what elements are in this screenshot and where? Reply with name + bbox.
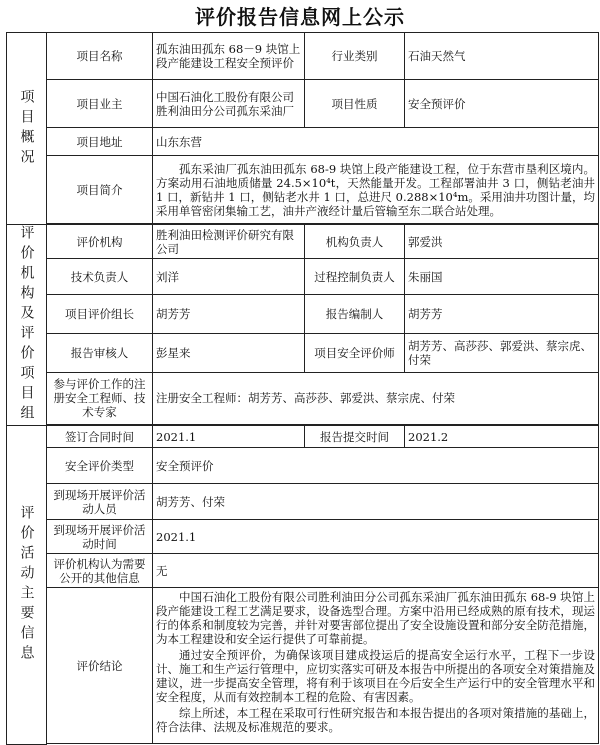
conclusion-paragraph-3: 综上所述，本工程在采取可行性研究报告和本报告提出的各项对策措施的基础上，符合法律、法规及标准规范的要求。 — [156, 706, 595, 734]
section-activity-label: 评价活动主要信息 — [7, 426, 47, 745]
report-reviewer-label: 报告审核人 — [47, 334, 153, 373]
tech-lead-label: 技术负责人 — [47, 259, 153, 295]
project-nature-label: 项目性质 — [305, 80, 405, 128]
process-lead-label: 过程控制负责人 — [305, 259, 405, 295]
industry-label: 行业类别 — [305, 33, 405, 80]
report-writer-label: 报告编制人 — [305, 295, 405, 334]
contract-date-value: 2021.1 — [153, 426, 305, 448]
field-time-label: 到现场开展评价活动时间 — [47, 520, 153, 554]
conclusion-value — [153, 588, 599, 744]
eval-type-label: 安全评价类型 — [47, 448, 153, 484]
section-project-label: 项目概况 — [7, 33, 47, 225]
process-lead-value: 朱丽国 — [405, 259, 599, 295]
project-name-value: 孤东油田孤东 68－9 块馆上段产能建设工程安全预评价 — [153, 33, 305, 80]
experts-label: 参与评价工作的注册安全工程师、技术专家 — [47, 372, 153, 424]
project-intro-value: 孤东采油厂孤东油田孤东 68-9 块馆上段产能建设工程，位于东营市垦利区境内。方案动用石油地质储量 24.5×10⁴t，天然能量开发。工程部署油井 3 口，侧钻老油井 1 口，新钻井 1 口，侧钻老水井 1 口，总进尺 0.288×10⁴m。采用油井功图计量，均采用单管密闭集输工艺，油井产液经计量后管输至东二联合站处理。 — [153, 156, 599, 224]
project-owner-value: 中国石油化工股份有限公司胜利油田分公司孤东采油厂 — [153, 80, 305, 128]
team-leader-value: 胡芳芳 — [153, 295, 305, 334]
team-leader-label: 项目评价组长 — [47, 295, 153, 334]
project-owner-label: 项目业主 — [47, 80, 153, 128]
field-time-value: 2021.1 — [153, 520, 599, 554]
experts-value: 注册安全工程师：胡芳芳、高莎莎、郭爱洪、蔡宗虎、付荣 — [153, 372, 599, 424]
page-title: 评价报告信息网上公示 — [195, 5, 405, 29]
engineers-label: 项目安全评价师 — [305, 334, 405, 373]
project-address-label: 项目地址 — [47, 128, 153, 156]
other-info-label: 评价机构认为需要公开的其他信息 — [47, 554, 153, 588]
contract-date-label: 签订合同时间 — [47, 426, 153, 448]
report-reviewer-value: 彭星来 — [153, 334, 305, 373]
conclusion-paragraph-2: 通过安全预评价，为确保该项目建成投运后的提高安全运行水平，工程下一步设计、施工和生产运行管理中，应切实落实可研及本报告中所提出的各项安全对策措施及建议，进一步提高安全管理，将有利于该项目在今后安全生产运行中的安全管理水平和安全程度，从而有效控制本工程的危险、有害因素。 — [156, 648, 595, 704]
industry-value: 石油天然气 — [405, 33, 599, 80]
principal-value: 郭爱洪 — [405, 225, 599, 259]
disclosure-table — [6, 32, 599, 745]
project-intro-label: 项目简介 — [47, 156, 153, 224]
section-org-label: 评价机构及评价项目组 — [7, 225, 47, 426]
field-people-value: 胡芳芳、付荣 — [153, 484, 599, 520]
field-people-label: 到现场开展评价活动人员 — [47, 484, 153, 520]
project-address-value: 山东东营 — [153, 128, 599, 156]
tech-lead-value: 刘洋 — [153, 259, 305, 295]
report-writer-value: 胡芳芳 — [405, 295, 599, 334]
project-name-label: 项目名称 — [47, 33, 153, 80]
submit-date-value: 2021.2 — [405, 426, 599, 448]
eval-type-value: 安全预评价 — [153, 448, 599, 484]
other-info-value: 无 — [153, 554, 599, 588]
agency-value: 胜利油田检测评价研究有限公司 — [153, 225, 305, 259]
submit-date-label: 报告提交时间 — [305, 426, 405, 448]
engineers-value: 胡芳芳、高莎莎、郭爱洪、蔡宗虎、付荣 — [405, 334, 599, 373]
conclusion-paragraph-1: 中国石油化工股份有限公司胜利油田分公司孤东采油厂孤东油田孤东 68-9 块馆上段产能建设工程工艺满足要求，设备选型合理。方案中沿用已经成熟的原有技术，现运行的体系和制度较为完善，并针对要害部位提出了安全设施设置和部分安全防范措施，为本工程建设和安全运行提供了可靠前提。 — [156, 590, 595, 646]
conclusion-label: 评价结论 — [47, 588, 153, 744]
agency-label: 评价机构 — [47, 225, 153, 259]
principal-label: 机构负责人 — [305, 225, 405, 259]
project-nature-value: 安全预评价 — [405, 80, 599, 128]
